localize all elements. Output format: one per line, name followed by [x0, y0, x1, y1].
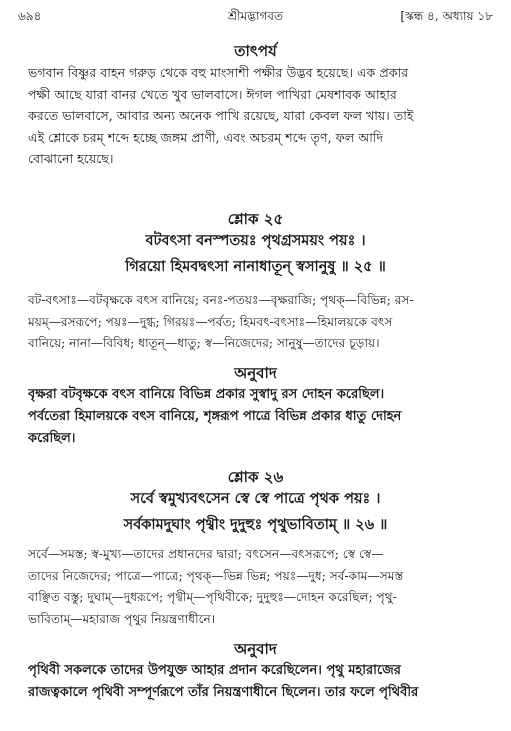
synonym-line: বানিয়ে; নানা—বিবিধ; ধাতূন্—ধাতু; স্ব—নিজেদের; সানুষু—তাদের চূড়ায়।	[28, 336, 380, 350]
page-header	[18, 6, 493, 26]
verse-25-synonyms	[28, 290, 483, 355]
verse-25-translation	[28, 384, 483, 450]
synonym-line: ভাবিতাম্—মহারাজ পৃথুর নিয়ন্ত্রণাধীনে।	[28, 611, 216, 626]
page-number: ৬৯৪	[18, 9, 42, 23]
purport-line: বোঝানো হয়েছে।	[28, 151, 114, 166]
verse-25-heading: শ্লোক ২৫	[227, 210, 284, 228]
book-title: শ্রীমদ্ভাগবত	[227, 9, 283, 23]
translation-line: করেছিল।	[28, 431, 76, 446]
synonym-line: সর্বে—সমস্ত; স্ব-মুখ্য—তাদের প্রধানদের দ্বারা; বৎসেন—বৎসরূপে; স্বে স্বে—	[28, 547, 384, 561]
synonym-line: তাদের নিজেদের; পাত্রে—পাত্রে; পৃথক্—ভিন্ন ভিন্ন; পয়ঃ—দুধ; সর্ব-কাম—সমস্ত	[28, 568, 404, 583]
verse-26-translation	[28, 660, 483, 704]
translation-line: রাজত্বকালে পৃথিবী সম্পূর্ণরূপে তাঁর নিয়ন্ত্রণাধীনে ছিলেন। তার ফলে পৃথিবীর	[28, 685, 419, 700]
verse-26-heading: শ্লোক ২৬	[227, 468, 284, 486]
synonym-line: ময়ম্—রসরূপে; পয়ঃ—দুগ্ধ; গিরয়ঃ—পর্বত; হিমবৎ-বৎসাঃ—হিমালয়কে বৎস	[28, 314, 393, 329]
translation-line: পৃথিবী সকলকে তাদের উপযুক্ত আহার প্রদান করেছিলেন। পৃথু মহারাজের	[28, 663, 401, 678]
synonym-line: বাঞ্ছিত বস্তু; দুঘাম্—দুধরূপে; পৃথ্বীম্—পৃথিবীকে; দুদুহুঃ—দোহন করেছিল; পৃথু-	[28, 590, 397, 604]
verse-line: বটবৎসা বনস্পতয়ঃ পৃথগ্রসময়ং পয়ঃ ।	[145, 232, 366, 249]
verse-26-translation-heading: অনুবাদ	[234, 640, 277, 658]
canto-chapter-ref: [স্কন্ধ ৪, অধ্যায় ১৮	[400, 9, 493, 23]
verse-line: সর্বকামদুঘাং পৃথ্বীং দুদুহুঃ পৃথুভাবিতাম্ ॥ ২৬ ॥	[123, 516, 388, 533]
verse-line: সর্বে স্বমুখ্যবৎসেন স্বে স্বে পাত্রে পৃথক পয়ঃ ।	[130, 490, 381, 507]
purport-text	[28, 62, 483, 170]
translation-line: পর্বতেরা হিমালয়কে বৎস বানিয়ে, শৃঙ্গরূপ পাত্রে বিভিন্ন প্রকার ধাতু দোহন	[28, 409, 402, 424]
verse-25-sanskrit	[0, 228, 511, 280]
purport-heading: তাৎপর্য	[234, 42, 277, 60]
translation-line: বৃক্ষরা বটবৃক্ষকে বৎস বানিয়ে বিভিন্ন প্রকার সুস্বাদু রস দোহন করেছিল।	[28, 387, 385, 402]
purport-line: ভগবান বিষ্ণুর বাহন গরুড় থেকে বহু মাংসাশী পক্ষীর উদ্ভব হয়েছে। এক প্রকার	[28, 65, 409, 80]
purport-line: করতে ভালবাসে, আবার অন্য অনেক পাখি রয়েছে, যারা কেবল ফল খায়। তাই	[28, 108, 414, 123]
verse-26-sanskrit	[0, 486, 511, 538]
verse-26-synonyms	[28, 544, 483, 630]
purport-line: এই শ্লোকে চরম্ শব্দে হচ্ছে জঙ্গম প্রাণী, এবং অচরম্ শব্দে তৃণ, ফল আদি	[28, 129, 384, 145]
verse-line: গিরয়ো হিমবদ্বৎসা নানাধাতূন্ স্বসানুষু ॥ ২৫ ॥	[125, 258, 386, 275]
purport-line: পক্ষী আছে যারা বানর খেতে খুব ভালবাসে। ঈগল পাখিরা মেষশাবক আহার	[28, 86, 397, 102]
verse-25-translation-heading: অনুবাদ	[234, 364, 277, 382]
synonym-line: বট-বৎসাঃ—বটবৃক্ষকে বৎস বানিয়ে; বনঃ-পতয়ঃ—বৃক্ষরাজি; পৃথক্—বিভিন্ন; রস-	[28, 293, 414, 307]
